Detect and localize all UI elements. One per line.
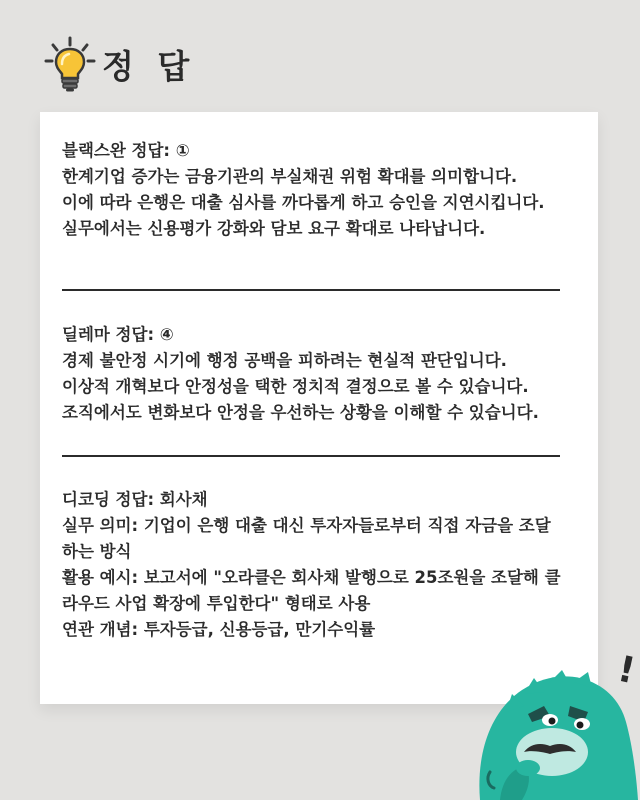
header [40,34,195,94]
section-line: 조직에서도 변화보다 안정을 우선하는 상황을 이해할 수 있습니다. [62,403,539,422]
section-heading: 딜레마 정답: ④ [62,325,174,344]
section-line: 실무 의미: 기업이 은행 대출 대신 투자자들로부터 직접 자금을 조달하는 방식 [62,516,551,561]
section-line: 경제 불안정 시기에 행정 공백을 피하려는 현실적 판단입니다. [62,351,507,370]
lightbulb-icon [40,34,100,94]
section-line: 실무에서는 신용평가 강화와 담보 요구 확대로 나타납니다. [62,219,486,238]
page-title: 정 답 [102,46,196,86]
section-line: 이상적 개혁보다 안정성을 택한 정치적 결정으로 볼 수 있습니다. [62,377,529,396]
section-line: 연관 개념: 투자등급, 신용등급, 만기수익률 [62,620,376,639]
section-divider [62,289,560,291]
answer-section-decoding [62,487,598,643]
answer-card [40,112,598,704]
section-line: 한계기업 증가는 금융기관의 부실채권 위험 확대를 의미합니다. [62,167,518,186]
section-heading: 디코딩 정답: 회사채 [62,490,208,509]
exclamation-mark: ! [614,648,639,693]
dinosaur-mascot-icon [470,640,640,800]
section-heading: 블랙스완 정답: ① [62,141,190,160]
answer-section-dilemma [62,322,598,426]
answer-section-black-swan [62,138,598,242]
section-divider [62,455,560,457]
section-line: 이에 따라 은행은 대출 심사를 까다롭게 하고 승인을 지연시킵니다. [62,193,545,212]
section-line: 활용 예시: 보고서에 "오라클은 회사채 발행으로 25조원을 조달해 클라우드 사업 확장에 투입한다" 형태로 사용 [62,568,561,613]
